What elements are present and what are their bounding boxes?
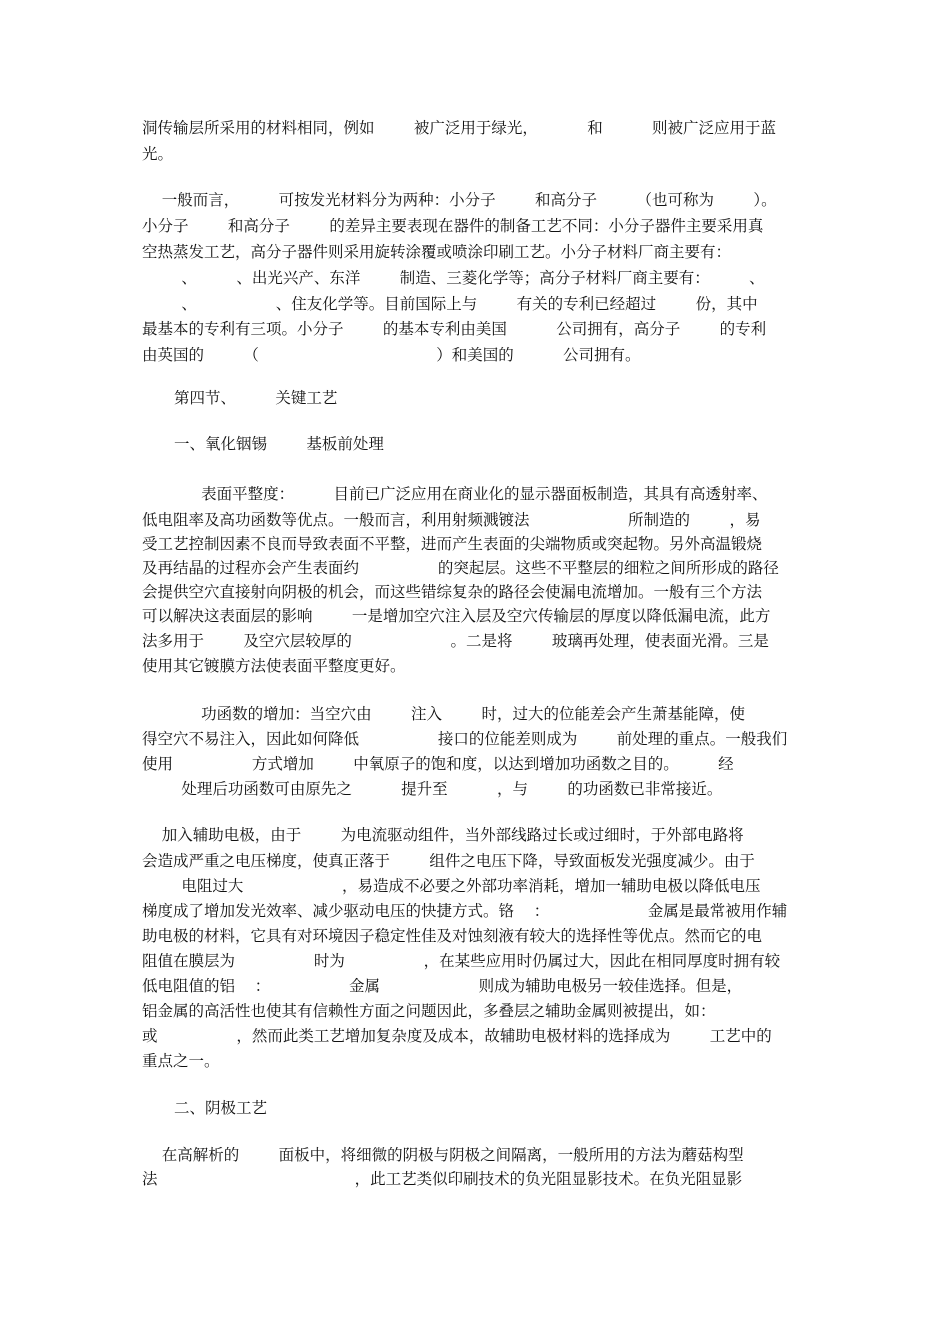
text-line: 可以解决这表面层的影响 一是增加空穴注入层及空穴传输层的厚度以降低漏电流，此方 <box>142 607 771 625</box>
text-line: 低电阻率及高功函数等优点。一般而言，利用射频溅镀法 所制造的 ，易 <box>142 511 761 529</box>
text-line: 助电极的材料，它具有对环境因子稳定性佳及对蚀刻液有较大的选择性等优点。然而它的电 <box>142 927 763 945</box>
text-line: 、 、出光兴产、东洋 制造、三菱化学等；高分子材料厂商主要有： 、 <box>142 269 765 287</box>
text-line: 在高解析的 面板中，将细微的阴极与阴极之间隔离，一般所用的方法为蘑菇构型 <box>142 1146 744 1164</box>
section-heading: 第四节、 关键工艺 <box>174 389 338 407</box>
text-line: 电阻过大 ，易造成不必要之外部功率消耗，增加一辅助电极以降低电压 <box>142 877 761 895</box>
text-line: 一般而言， 可按发光材料分为两种：小分子 和高分子 （也可称为 ）。 <box>142 191 777 209</box>
text-line: 使用 方式增加 中氧原子的饱和度，以达到增加功函数之目的。 经 <box>142 755 734 773</box>
text-line: 小分子 和高分子 的差异主要表现在器件的制备工艺不同：小分子器件主要采用真 <box>142 217 764 235</box>
text-line: 或 ，然而此类工艺增加复杂度及成本，故辅助电极材料的选择成为 工艺中的 <box>142 1027 772 1045</box>
text-line: 处理后功函数可由原先之 提升至 ，与 的功函数已非常接近。 <box>142 780 723 798</box>
text-line: 阻值在膜层为 时为 ，在某些应用时仍属过大，因此在相同厚度时拥有较 <box>142 952 781 970</box>
text-line: 及再结晶的过程亦会产生表面约 的突起层。这些不平整层的细粒之间所形成的路径 <box>142 559 779 577</box>
subsection-heading: 一、氧化铟锡 基板前处理 <box>174 435 384 453</box>
text-line: 光。 <box>142 145 174 163</box>
text-line: 洞传输层所采用的材料相同，例如 被广泛用于绿光， 和 则被广泛应用于蓝 <box>142 119 776 137</box>
text-line: 法多用于 及空穴层较厚的 。二是将 玻璃再处理，使表面光滑。三是 <box>142 632 769 650</box>
subsection-heading: 二、阴极工艺 <box>174 1099 268 1117</box>
text-line: 梯度成了增加发光效率、减少驱动电压的快捷方式。铬 ： 金属是最常被用作辅 <box>142 902 788 920</box>
text-line: 表面平整度： 目前已广泛应用在商业化的显示器面板制造，其具有高透射率、 <box>142 485 768 503</box>
text-line: 重点之一。 <box>142 1052 220 1070</box>
text-line: 由英国的 （ ）和美国的 公司拥有。 <box>142 346 641 364</box>
text-line: 铝金属的高活性也使其有信赖性方面之问题因此，多叠层之辅助金属则被提出，如： <box>142 1002 716 1020</box>
text-line: 最基本的专利有三项。小分子 的基本专利由美国 公司拥有，高分子 的专利 <box>142 320 767 338</box>
text-line: 会提供空穴直接射向阴极的机会，而这些错综复杂的路径会使漏电流增加。一般有三个方法 <box>142 583 763 601</box>
text-line: 会造成严重之电压梯度，使真正落于 组件之电压下降，导致面板发光强度减少。由于 <box>142 852 755 870</box>
text-line: 法 ，此工艺类似印刷技术的负光阻显影技术。在负光阻显影 <box>142 1170 743 1188</box>
text-line: 加入辅助电极，由于 为电流驱动组件，当外部线路过长或过细时，于外部电路将 <box>142 826 744 844</box>
text-line: 功函数的增加：当空穴由 注入 时，过大的位能差会产生萧基能障，使 <box>142 705 745 723</box>
text-line: 受工艺控制因素不良而导致表面不平整，进而产生表面的尖端物质或突起物。另外高温锻烧 <box>142 535 763 553</box>
text-line: 、 、住友化学等。目前国际上与 有关的专利已经超过 份，其中 <box>142 295 758 313</box>
text-line: 使用其它镀膜方法使表面平整度更好。 <box>142 657 406 675</box>
text-line: 低电阻值的铝 ： 金属 则成为辅助电极另一较佳选择。但是， <box>142 977 743 995</box>
text-line: 空热蒸发工艺，高分子器件则采用旋转涂覆或喷涂印刷工艺。小分子材料厂商主要有： <box>142 243 732 261</box>
text-line: 得空穴不易注入，因此如何降低 接口的位能差则成为 前处理的重点。一般我们 <box>142 730 788 748</box>
